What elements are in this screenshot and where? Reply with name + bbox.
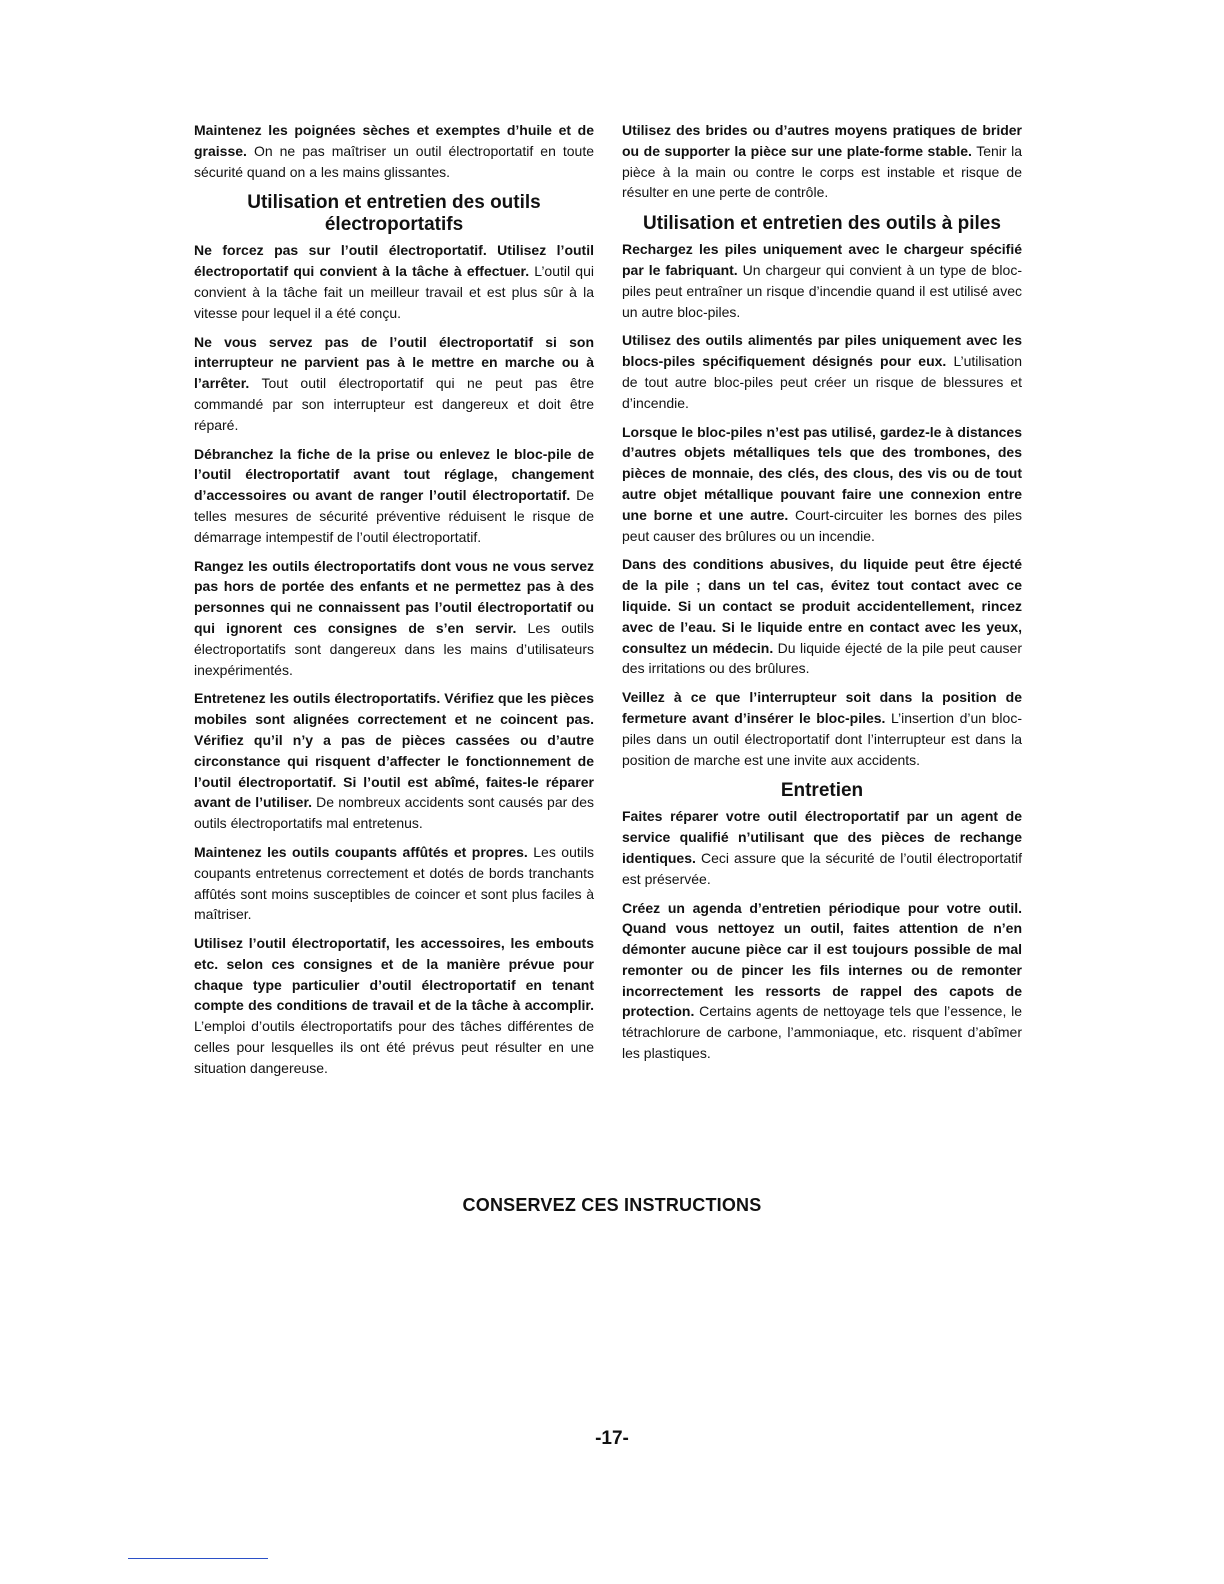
paragraph-storage: Rangez les outils électroportatifs dont vous ne vous servez pas hors de portée des enfants et ne permettez pas à des personnes qui ne connaissent pas l’outil électroportatif ou qui ignorent ces consignes de s’en servir. Les outils électroportatifs sont dangereux dans les mains d’utilisateurs inexpérimentés. [194, 557, 594, 678]
paragraph-switch-off: Veillez à ce que l’interrupteur soit dans la position de fermeture avant d’insérer le bloc-piles. L’insertion d’un bloc-piles dans un outil électroportatif dont l’interrupteur est dans la position de marche est une invite aux accidents. [622, 689, 1022, 768]
paragraph-maintenance: Entretenez les outils électroportatifs. Vérifiez que les pièces mobiles sont alignées correctement et ne coincent pas. Vérifiez qu’il n’y a pas de pièces cassées ou d’autre circonstance qui risquent d’affecter le fonctionnement de l’outil électroportatif. Si l’outil est abîmé, faites-le réparer avant de l’utiliser. De nombreux accidents sont causés par des outils électroportatifs mal entretenus. [194, 690, 594, 832]
paragraph-switch: Ne vous servez pas de l’outil électroportatif si son interrupteur ne parvient pas à le mettre en marche ou à l’arrêter. Tout outil électroportatif qui ne peut pas être commandé par son interrupteur est dangereux et doit être réparé. [194, 333, 594, 433]
paragraph-schedule: Créez un agenda d’entretien périodique pour votre outil. Quand vous nettoyez un outil, faites attention de n’en démonter aucune pièce car il est toujours possible de mal remonter ou de pincer les fils internes ou de remonter incorrectement les ressorts de rappel des capots de protection. Certains agents de nettoyage tels que l’essence, le tétrachlorure de carbone, l’ammoniaque, etc. risquent d’abîmer les plastiques. [622, 899, 1022, 1062]
page-number: -17- [595, 1428, 629, 1449]
save-instructions-heading: CONSERVEZ CES INSTRUCTIONS [462, 1195, 762, 1215]
paragraph-battery-packs: Utilisez des outils alimentés par piles uniquement avec les blocs-piles spécifiquement désignés pour eux. L’utilisation de tout autre bloc-piles peut créer un risque de blessures et d’incendie. [622, 332, 1022, 411]
paragraph-charger: Rechargez les piles uniquement avec le chargeur spécifié par le fabriquant. Un chargeur qui convient à un type de bloc-piles peut entraîner un risque d’incendie quand il est utilisé avec un autre bloc-piles. [622, 241, 1022, 320]
section-heading-battery-tools: Utilisation et entretien des outils à piles [643, 213, 1001, 235]
footnote-rule [128, 1558, 268, 1559]
left-column [194, 120, 594, 1087]
paragraph-do-not-force: Ne forcez pas sur l’outil électroportatif. Utilisez l’outil électroportatif qui convient à la tâche à effectuer. L’outil qui convient à la tâche fait un meilleur travail et est plus sûr à la vitesse pour lequel il a été conçu. [194, 242, 594, 321]
paragraph-unplug: Débranchez la fiche de la prise ou enlevez le bloc-pile de l’outil électroportatif avant tout réglage, changement d’accessoires ou avant de ranger l’outil électroportatif. De telles mesures de sécurité préventive réduisent le risque de démarrage intempestif de l’outil électroportatif. [194, 445, 594, 545]
section-heading-service: Entretien [780, 780, 864, 802]
paragraph-battery-liquid: Dans des conditions abusives, du liquide peut être éjecté de la pile ; dans un tel cas, évitez tout contact avec ce liquide. Si un contact se produit accidentellement, rincez avec de l’eau. Si le liquide entre en contact avec les yeux, consultez un médecin. Du liquide éjecté de la pile peut causer des irritations ou des brûlures. [622, 556, 1022, 677]
section-heading-tool-use: Utilisation et entretien des outils électroportatifs [247, 192, 541, 236]
paragraph-accessories: Utilisez l’outil électroportatif, les accessoires, les embouts etc. selon ces consignes et de la manière prévue pour chaque type particulier d’outil électroportatif en tenant compte des conditions de travail et de la tâche à accomplir. L’emploi d’outils électroportatifs pour des tâches différentes de celles pour lesquelles ils ont été prévus peut résulter en une situation dangereuse. [194, 935, 594, 1076]
right-column [622, 120, 1022, 1072]
paragraph-dry-handles: Maintenez les poignées sèches et exemptes d’huile et de graisse. On ne pas maîtriser un outil électroportatif en toute sécurité quand on a les mains glissantes. [194, 122, 594, 180]
paragraph-clamps: Utilisez des brides ou d’autres moyens pratiques de brider ou de supporter la pièce sur une plate-forme stable. Tenir la pièce à la main ou contre le corps est instable et risque de résulter en une perte de contrôle. [622, 122, 1022, 201]
paragraph-metal-objects: Lorsque le bloc-piles n’est pas utilisé, gardez-le à distances d’autres objets métalliques tels que des trombones, des pièces de monnaie, des clés, des clous, des vis ou de tout autre objet métallique pouvant faire une connexion entre une borne et une autre. Court-circuiter les bornes des piles peut causer des brûlures ou un incendie. [622, 423, 1022, 544]
paragraph-cutting-tools: Maintenez les outils coupants affûtés et propres. Les outils coupants entretenus correctement et dotés de bords tranchants affûtés sont moins susceptibles de coincer et sont plus faciles à maîtriser. [194, 843, 594, 923]
paragraph-repair: Faites réparer votre outil électroportatif par un agent de service qualifié n’utilisant que des pièces de rechange identiques. Ceci assure que la sécurité de l’outil électroportatif est préservée. [622, 808, 1022, 887]
